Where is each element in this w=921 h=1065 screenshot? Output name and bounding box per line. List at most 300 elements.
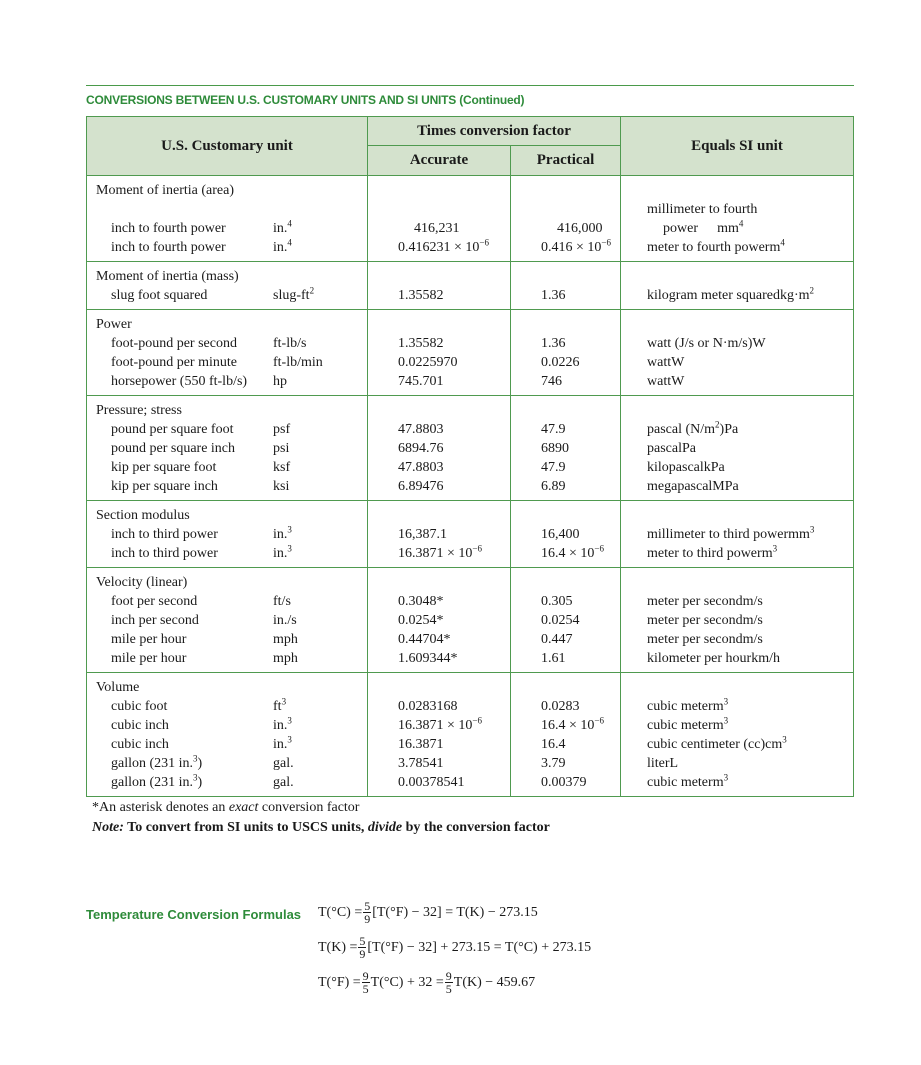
- text: mph: [273, 651, 298, 666]
- text: 47.8803: [398, 422, 444, 437]
- value: [525, 754, 620, 773]
- practical-value: [511, 611, 620, 630]
- formula-celsius: T(°C) = $\frac{5}{9}$ [T(°F) − 32] = T(K) − 273.15: [318, 899, 538, 926]
- superscript: −6: [601, 237, 611, 248]
- header-us-customary-unit: U.S. Customary unit: [87, 117, 368, 176]
- group-row: [87, 176, 854, 262]
- text: 1.36: [541, 288, 566, 303]
- unit-name: [87, 773, 273, 792]
- unit-name: [87, 697, 273, 716]
- group-accurate-cell: [368, 673, 511, 797]
- value: [382, 735, 510, 754]
- text: ksf: [273, 460, 291, 475]
- si-row: [634, 697, 742, 716]
- spacer: [511, 506, 620, 525]
- fraction: $\frac{5}{9}$: [364, 899, 371, 926]
- accurate-value: [368, 353, 510, 372]
- group-practical-cell: [511, 176, 621, 262]
- superscript: 4: [287, 237, 292, 248]
- text: meter per second: [647, 632, 743, 647]
- text: 47.8803: [398, 460, 444, 475]
- accurate-value: [368, 630, 510, 649]
- row-content: [87, 420, 367, 439]
- group-accurate-cell: [368, 176, 511, 262]
- value: [525, 372, 620, 391]
- si-symbol: [765, 735, 787, 754]
- text: cubic meter: [647, 699, 713, 714]
- unit-abbrev: [273, 773, 294, 792]
- group-us-customary-cell: [87, 673, 368, 797]
- unit-abbrev: [273, 630, 298, 649]
- text: foot per second: [111, 594, 198, 609]
- row-content: [87, 439, 367, 458]
- practical-value: [511, 458, 620, 477]
- text: 16.3871 × 10: [398, 546, 473, 561]
- text: kip per square inch: [111, 479, 218, 494]
- text: horsepower (550 ft-lb/s): [111, 374, 248, 389]
- si-symbol: [713, 716, 728, 735]
- group-si-cell: [621, 262, 854, 310]
- si-symbol: [670, 754, 679, 773]
- text: W: [671, 355, 685, 370]
- text: 16.4: [541, 737, 566, 752]
- value: [525, 286, 620, 305]
- text: cubic meter: [647, 718, 713, 733]
- text: 1.36: [541, 336, 566, 351]
- value: [525, 544, 620, 563]
- spacer: [511, 267, 620, 286]
- superscript: 3: [723, 715, 729, 726]
- text: 16,400: [541, 527, 580, 542]
- value: [525, 611, 620, 630]
- accurate-value: [368, 439, 510, 458]
- line-inner: [382, 200, 510, 238]
- text: m: [761, 546, 773, 561]
- si-symbol: [713, 773, 728, 792]
- value: [382, 649, 510, 668]
- text: in.: [273, 546, 288, 561]
- text: pound per square foot: [111, 422, 234, 437]
- si-symbol: [743, 592, 763, 611]
- row-content: [87, 219, 367, 238]
- accurate-value: [368, 697, 510, 716]
- value: [525, 477, 620, 496]
- group-title: Pressure; stress: [96, 403, 182, 418]
- text: psi: [273, 441, 290, 456]
- fraction: $\frac{5}{9}$: [359, 934, 366, 961]
- text: 0.44704*: [398, 632, 451, 647]
- si-unit: [621, 353, 853, 372]
- text: ft: [273, 699, 282, 714]
- value: [525, 525, 620, 544]
- value: [382, 592, 510, 611]
- table-row: [87, 649, 367, 668]
- practical-value: [511, 735, 620, 754]
- table-row: [87, 458, 367, 477]
- text: megapascal: [647, 479, 713, 494]
- value: [525, 630, 620, 649]
- text: 1.61: [541, 651, 566, 666]
- practical-value: [511, 649, 620, 668]
- superscript: −6: [594, 715, 604, 726]
- accurate-value: [368, 525, 510, 544]
- accurate-value: [368, 420, 510, 439]
- text: slug-ft: [273, 288, 310, 303]
- group-si-cell: [621, 396, 854, 501]
- row-content: [87, 697, 367, 716]
- row-content: [87, 544, 367, 563]
- text: foot-pound per minute: [111, 355, 237, 370]
- si-symbol: [751, 649, 780, 668]
- si-name: [647, 697, 713, 716]
- si-name-line2: [634, 219, 757, 238]
- group-si-cell: [621, 501, 854, 568]
- text: inch to fourth power: [111, 240, 226, 255]
- accurate-value: [368, 773, 510, 792]
- row-content: [87, 477, 367, 496]
- row-content: [87, 649, 367, 668]
- text: 16.3871: [398, 737, 444, 752]
- unit-abbrev: [273, 754, 294, 773]
- si-symbol: [671, 372, 684, 391]
- value: [382, 630, 510, 649]
- unit-abbrev: [273, 334, 306, 353]
- text: kg·m: [779, 288, 810, 303]
- text: km/h: [751, 651, 780, 666]
- si-name: [647, 477, 712, 496]
- practical-value: [511, 697, 620, 716]
- unit-name: [87, 372, 273, 391]
- accurate-value: [368, 754, 510, 773]
- accurate-value: [368, 611, 510, 630]
- spacer: [621, 315, 853, 334]
- superscript: 3: [287, 524, 292, 535]
- value: [382, 754, 510, 773]
- group-title: Velocity (linear): [96, 575, 188, 590]
- spacer: [368, 315, 510, 334]
- unit-name: [87, 420, 273, 439]
- table-body: [87, 176, 854, 797]
- value: [525, 420, 620, 439]
- text: 745.701: [398, 374, 444, 389]
- group-us-customary-cell: [87, 176, 368, 262]
- text: gal.: [273, 756, 294, 771]
- spacer: [368, 573, 510, 592]
- superscript: 2: [309, 285, 315, 296]
- table-title: CONVERSIONS BETWEEN U.S. CUSTOMARY UNITS AND SI UNITS (Continued): [86, 93, 525, 107]
- text: 6.89476: [398, 479, 444, 494]
- accurate-value: [368, 477, 510, 496]
- text: m/s: [742, 632, 763, 647]
- group-us-customary-cell: [87, 501, 368, 568]
- unit-name: [87, 592, 273, 611]
- table-row: [87, 697, 367, 716]
- accurate-value: [368, 286, 510, 305]
- si-name: [647, 420, 724, 439]
- spacer: [621, 267, 853, 286]
- si-symbol: [712, 477, 738, 496]
- conversion-table: [86, 116, 854, 797]
- si-name: [647, 439, 682, 458]
- value: [382, 544, 510, 563]
- value: [541, 219, 620, 238]
- superscript: 3: [723, 696, 729, 707]
- value: [382, 716, 510, 735]
- si-symbol: [780, 286, 814, 305]
- si-row: [634, 353, 698, 372]
- unit-name: [87, 353, 273, 372]
- unit-name: [87, 754, 273, 773]
- header-equals-si-unit: Equals SI unit: [621, 117, 854, 176]
- si-unit: [621, 525, 853, 544]
- text: millimeter to third power: [647, 527, 789, 542]
- si-unit: [621, 611, 853, 630]
- value: [525, 458, 620, 477]
- text: 0.00378541: [398, 775, 465, 790]
- si-unit: [621, 697, 853, 716]
- superscript: 4: [738, 218, 744, 229]
- text: 0.447: [541, 632, 573, 647]
- text: kip per square foot: [111, 460, 217, 475]
- si-name: [647, 353, 671, 372]
- si-unit: [621, 649, 853, 668]
- spacer: [511, 181, 620, 200]
- text: Pa: [681, 441, 696, 456]
- fraction: $\frac{9}{5}$: [445, 969, 452, 996]
- header-accurate: Accurate: [368, 146, 511, 176]
- text: gallon (231 in.: [111, 775, 194, 790]
- text: m: [769, 240, 781, 255]
- unit-abbrev: [273, 286, 314, 305]
- si-row: [634, 592, 777, 611]
- value: [525, 334, 620, 353]
- text: ksi: [273, 479, 290, 494]
- group-title: Moment of inertia (area): [96, 183, 234, 198]
- text: m/s: [742, 594, 763, 609]
- group-us-customary-cell: [87, 568, 368, 673]
- unit-abbrev: [273, 544, 292, 563]
- group-row: [87, 501, 854, 568]
- unit-abbrev: [273, 458, 290, 477]
- si-row: [634, 716, 742, 735]
- text: 0.0225970: [398, 355, 458, 370]
- si-row: [634, 773, 742, 792]
- si-name-line1: millimeter to fourth: [647, 202, 758, 217]
- superscript: 3: [772, 543, 778, 554]
- text: in.: [273, 718, 288, 733]
- text: power: [663, 221, 698, 236]
- group-us-customary-cell: [87, 262, 368, 310]
- practical-value: [511, 773, 620, 792]
- si-name: [647, 372, 671, 391]
- text: watt: [647, 374, 672, 389]
- text: in.: [273, 221, 288, 236]
- unit-name: [87, 544, 273, 563]
- temperature-formulas-label: Temperature Conversion Formulas: [86, 907, 302, 922]
- text: liter: [647, 756, 670, 771]
- unit-abbrev: [273, 592, 291, 611]
- text: cubic meter: [647, 775, 713, 790]
- si-name: [647, 592, 743, 611]
- text: 416,231: [414, 221, 460, 236]
- group-si-cell: [621, 673, 854, 797]
- practical-value: [511, 200, 620, 238]
- si-unit: [621, 630, 853, 649]
- practical-value: [511, 238, 620, 257]
- superscript: −6: [472, 543, 482, 554]
- accurate-value: [368, 334, 510, 353]
- text: inch per second: [111, 613, 199, 628]
- text: 6.89: [541, 479, 566, 494]
- value: [525, 592, 620, 611]
- unit-abbrev: [273, 477, 289, 496]
- accurate-value: [368, 200, 510, 238]
- text: slug foot squared: [111, 288, 208, 303]
- text: meter to fourth power: [647, 240, 770, 255]
- unit-name: [87, 219, 273, 238]
- text: 1.609344*: [398, 651, 458, 666]
- si-unit: [621, 716, 853, 735]
- text: 6894.76: [398, 441, 444, 456]
- text: 0.0254*: [398, 613, 444, 628]
- si-symbol: [682, 439, 696, 458]
- spacer: [368, 678, 510, 697]
- text: mph: [273, 632, 298, 647]
- text: 16,387.1: [398, 527, 447, 542]
- unit-abbrev: [273, 697, 286, 716]
- text: W: [752, 336, 766, 351]
- superscript: 4: [287, 218, 292, 229]
- text: 0.0283168: [398, 699, 458, 714]
- text: 1.35582: [398, 288, 444, 303]
- group-us-customary-cell: [87, 310, 368, 396]
- group-row: [87, 673, 854, 797]
- si-unit: [621, 458, 853, 477]
- unit-abbrev: [273, 611, 297, 630]
- si-unit: [621, 439, 853, 458]
- group-practical-cell: [511, 673, 621, 797]
- text: in.: [273, 527, 288, 542]
- si-row: [634, 439, 710, 458]
- unit-abbrev: [273, 735, 292, 754]
- practical-value: [511, 592, 620, 611]
- text: m: [712, 775, 724, 790]
- superscript: 4: [780, 237, 785, 248]
- practical-value: [511, 334, 620, 353]
- spacer: [368, 181, 510, 200]
- group-accurate-cell: [368, 396, 511, 501]
- text: in./s: [273, 613, 297, 628]
- si-row: [634, 286, 828, 305]
- superscript: 2: [715, 419, 720, 430]
- text: 0.305: [541, 594, 573, 609]
- text: 3.79: [541, 756, 566, 771]
- unit-name: [87, 649, 273, 668]
- si-row: [634, 334, 780, 353]
- si-unit: [621, 420, 853, 439]
- spacer: [621, 678, 853, 697]
- text: ): [197, 756, 203, 771]
- si-row: [634, 525, 828, 544]
- practical-value: [511, 372, 620, 391]
- value: [382, 353, 510, 372]
- group-practical-cell: [511, 501, 621, 568]
- text: cubic inch: [111, 718, 169, 733]
- text: 746: [541, 374, 562, 389]
- si-name: [647, 525, 788, 544]
- si-row: [634, 630, 777, 649]
- superscript: 3: [193, 753, 198, 764]
- text: pascal (N/m: [647, 422, 716, 437]
- text: pascal: [647, 441, 682, 456]
- text: W: [671, 374, 685, 389]
- row-content: [87, 458, 367, 477]
- value: [398, 219, 510, 238]
- table-row: [87, 477, 367, 496]
- text: 0.0283: [541, 699, 580, 714]
- group-row: [87, 396, 854, 501]
- table-row: [87, 611, 367, 630]
- text: L: [669, 756, 679, 771]
- text: hp: [273, 374, 287, 389]
- row-content: [87, 735, 367, 754]
- text: watt: [647, 355, 672, 370]
- si-row: [634, 754, 692, 773]
- table-row: [87, 439, 367, 458]
- row-content: [87, 773, 367, 792]
- header-practical: Practical: [511, 146, 621, 176]
- line-inner: [525, 200, 620, 238]
- si-name: [647, 630, 743, 649]
- si-unit: [621, 286, 853, 305]
- superscript: 3: [723, 772, 729, 783]
- unit-abbrev: [273, 353, 323, 372]
- row-content: [87, 592, 367, 611]
- text: ft-lb/s: [273, 336, 307, 351]
- group-si-cell: [621, 568, 854, 673]
- practical-value: [511, 544, 620, 563]
- text: ft-lb/min: [273, 355, 323, 370]
- value: [525, 238, 620, 257]
- practical-value: [511, 630, 620, 649]
- si-row: [634, 649, 794, 668]
- accurate-value: [368, 372, 510, 391]
- row-content: [87, 716, 367, 735]
- table-row: [87, 544, 367, 563]
- unit-name: [87, 735, 273, 754]
- superscript: 2: [809, 285, 815, 296]
- unit-abbrev: [273, 716, 292, 735]
- spacer: [621, 506, 853, 525]
- practical-value: [511, 525, 620, 544]
- group-row: [87, 568, 854, 673]
- si-name: [647, 716, 713, 735]
- text: 0.416 × 10: [541, 240, 602, 255]
- text: ): [197, 775, 203, 790]
- value: [382, 286, 510, 305]
- text: meter per second: [647, 594, 743, 609]
- si-row: [634, 735, 801, 754]
- practical-value: [511, 353, 620, 372]
- spacer: [621, 401, 853, 420]
- text: inch to third power: [111, 527, 218, 542]
- accurate-value: [368, 716, 510, 735]
- table-row: [87, 238, 367, 257]
- si-name: [647, 773, 713, 792]
- group-row: [87, 310, 854, 396]
- si-symbol: [671, 353, 684, 372]
- text: 16.4 × 10: [541, 546, 595, 561]
